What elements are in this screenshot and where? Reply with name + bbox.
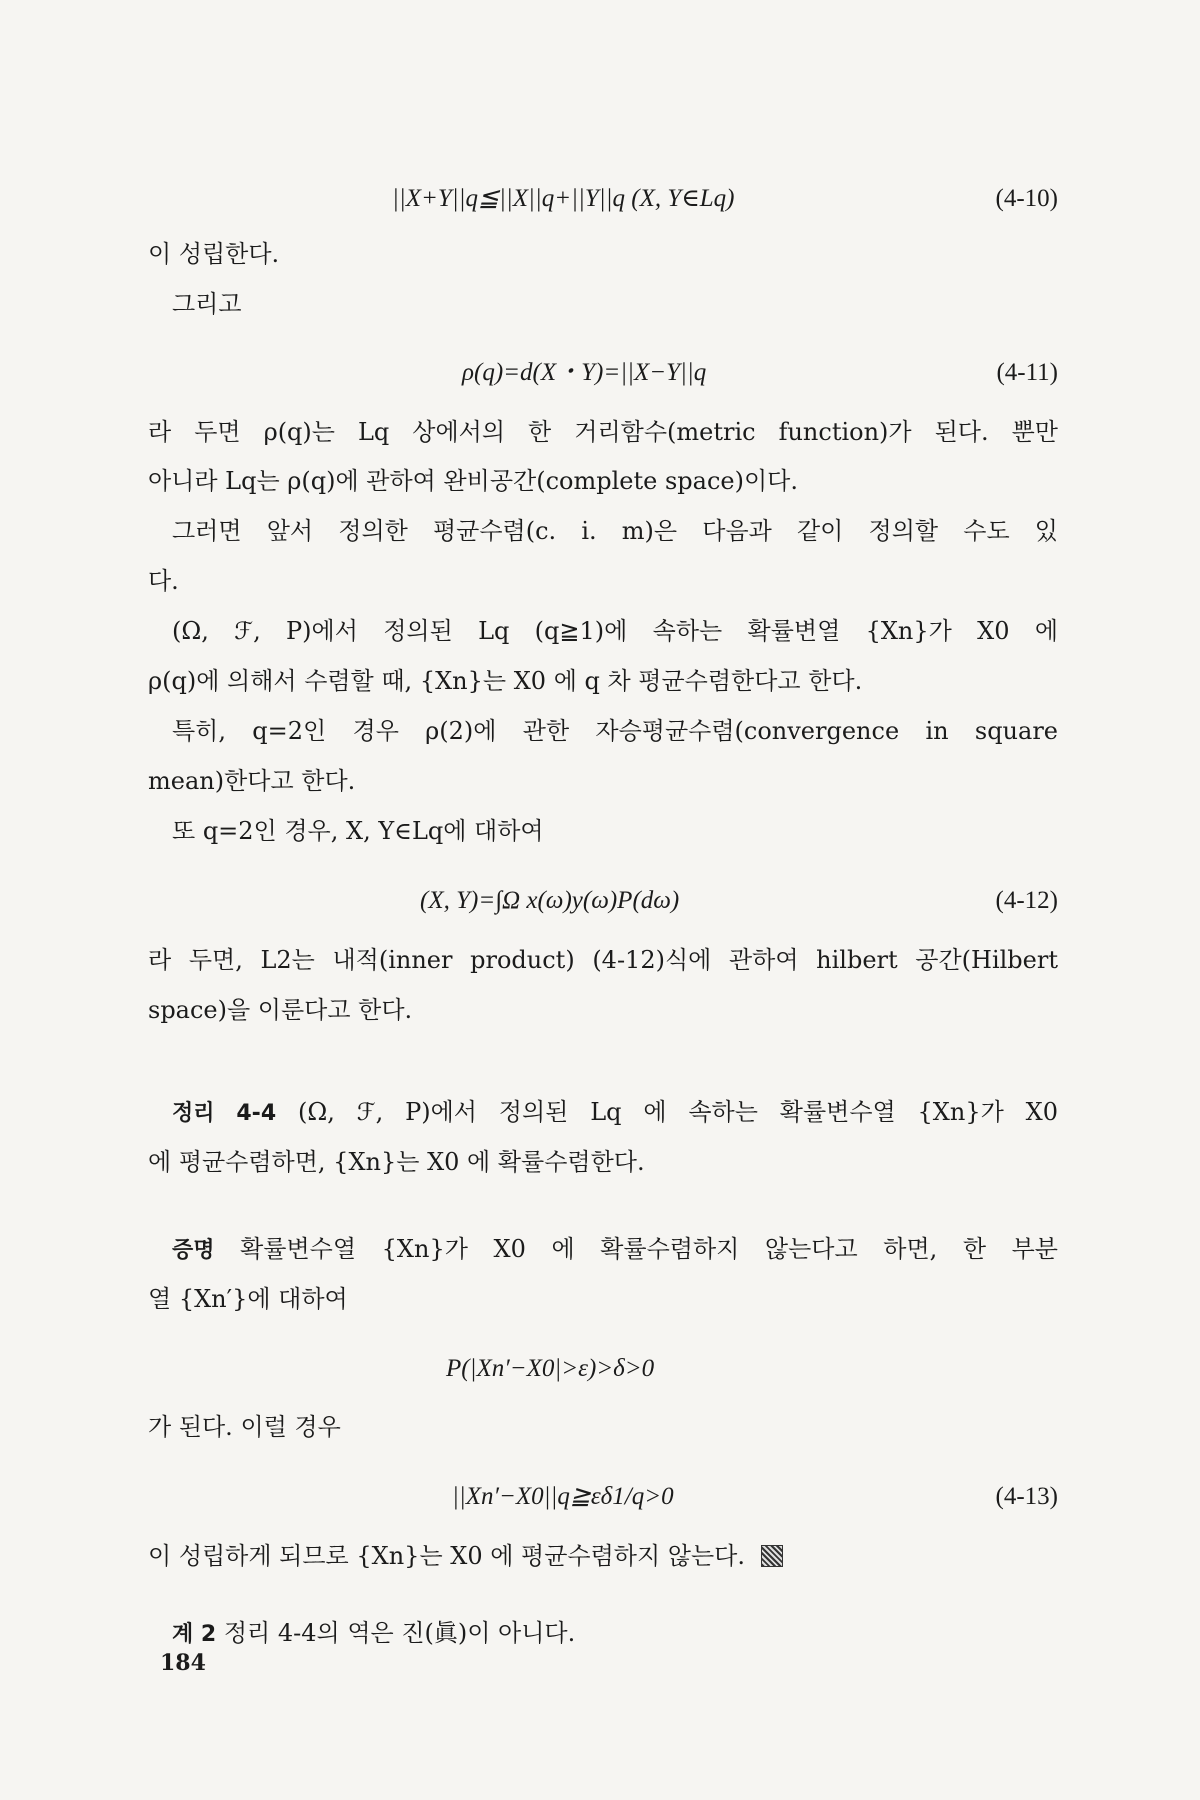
equation-4-12: (X, Y)=∫Ω x(ω)y(ω)P(dω): [420, 887, 680, 914]
equation-number: (4-12): [995, 887, 1058, 914]
text-line: 이 성립한다.: [148, 240, 280, 268]
text-line: 특히, q=2인 경우 ρ(2)에 관한 자승평균수렴(convergence in square: [172, 717, 1058, 745]
text-line: mean)한다고 한다.: [148, 767, 356, 795]
text-line: 다.: [148, 567, 179, 595]
equation-4-11: ρ(q)=d(X・Y)=||X−Y||q: [462, 359, 707, 386]
text-line: 아니라 Lq는 ρ(q)에 관하여 완비공간(complete space)이다.: [148, 467, 798, 495]
theorem-line: 에 평균수렴하면, {Xn}는 X0 에 확률수렴한다.: [148, 1148, 645, 1176]
corollary-label: 계 2: [172, 1622, 217, 1647]
proof-line: [148, 1539, 1058, 1573]
text-line: 그러면 앞서 정의한 평균수렴(c. i. m)은 다음과 같이 정의할 수도 있: [172, 517, 1058, 545]
page-number: 184: [160, 1650, 206, 1676]
proof-line: 열 {Xn′}에 대하여: [148, 1285, 348, 1313]
proof-line: [172, 1232, 1058, 1268]
equation-number: (4-10): [995, 185, 1058, 212]
corollary-text: 정리 4-4의 역은 진(眞)이 아니다.: [223, 1619, 576, 1647]
equation-4-13: ||Xn′−X0||q≧εδ1/q>0: [452, 1483, 674, 1510]
equation-probability: P(|Xn′−X0|>ε)>δ>0: [446, 1355, 655, 1382]
proof-text: 확률변수열 {Xn}가 X0 에 확률수렴하지 않는다고 하면, 한 부분: [240, 1235, 1058, 1263]
theorem-text: (Ω, ℱ, P)에서 정의된 Lq 에 속하는 확률변수열 {Xn}가 X0: [298, 1098, 1058, 1126]
text-line: 또 q=2인 경우, X, Y∈Lq에 대하여: [172, 817, 544, 845]
text-line: 라 두면, L2는 내적(inner product) (4-12)식에 관하여 hilbert 공간(Hilbert: [148, 946, 1058, 974]
theorem-label: 정리 4-4: [172, 1101, 277, 1126]
equation-4-10: ||X+Y||q≦||X||q+||Y||q (X, Y∈Lq): [392, 185, 735, 212]
proof-line: 가 된다. 이럴 경우: [148, 1413, 341, 1441]
proof-label: 증명: [172, 1238, 215, 1263]
theorem-line: [172, 1095, 1058, 1131]
equation-number: (4-13): [995, 1483, 1058, 1510]
corollary-line: [172, 1616, 1082, 1652]
proof-conclusion: 이 성립하게 되므로 {Xn}는 X0 에 평균수렴하지 않는다.: [148, 1542, 745, 1570]
text-line: 그리고: [172, 290, 242, 318]
qed-icon: [761, 1545, 783, 1567]
text-line: 라 두면 ρ(q)는 Lq 상에서의 한 거리함수(metric function)가 된다. 뿐만: [148, 418, 1058, 446]
text-line: (Ω, ℱ, P)에서 정의된 Lq (q≧1)에 속하는 확률변열 {Xn}가 X0 에: [172, 617, 1058, 645]
text-line: space)을 이룬다고 한다.: [148, 996, 413, 1024]
equation-number: (4-11): [996, 359, 1058, 386]
text-line: ρ(q)에 의해서 수렴할 때, {Xn}는 X0 에 q 차 평균수렴한다고 한다.: [148, 667, 863, 695]
